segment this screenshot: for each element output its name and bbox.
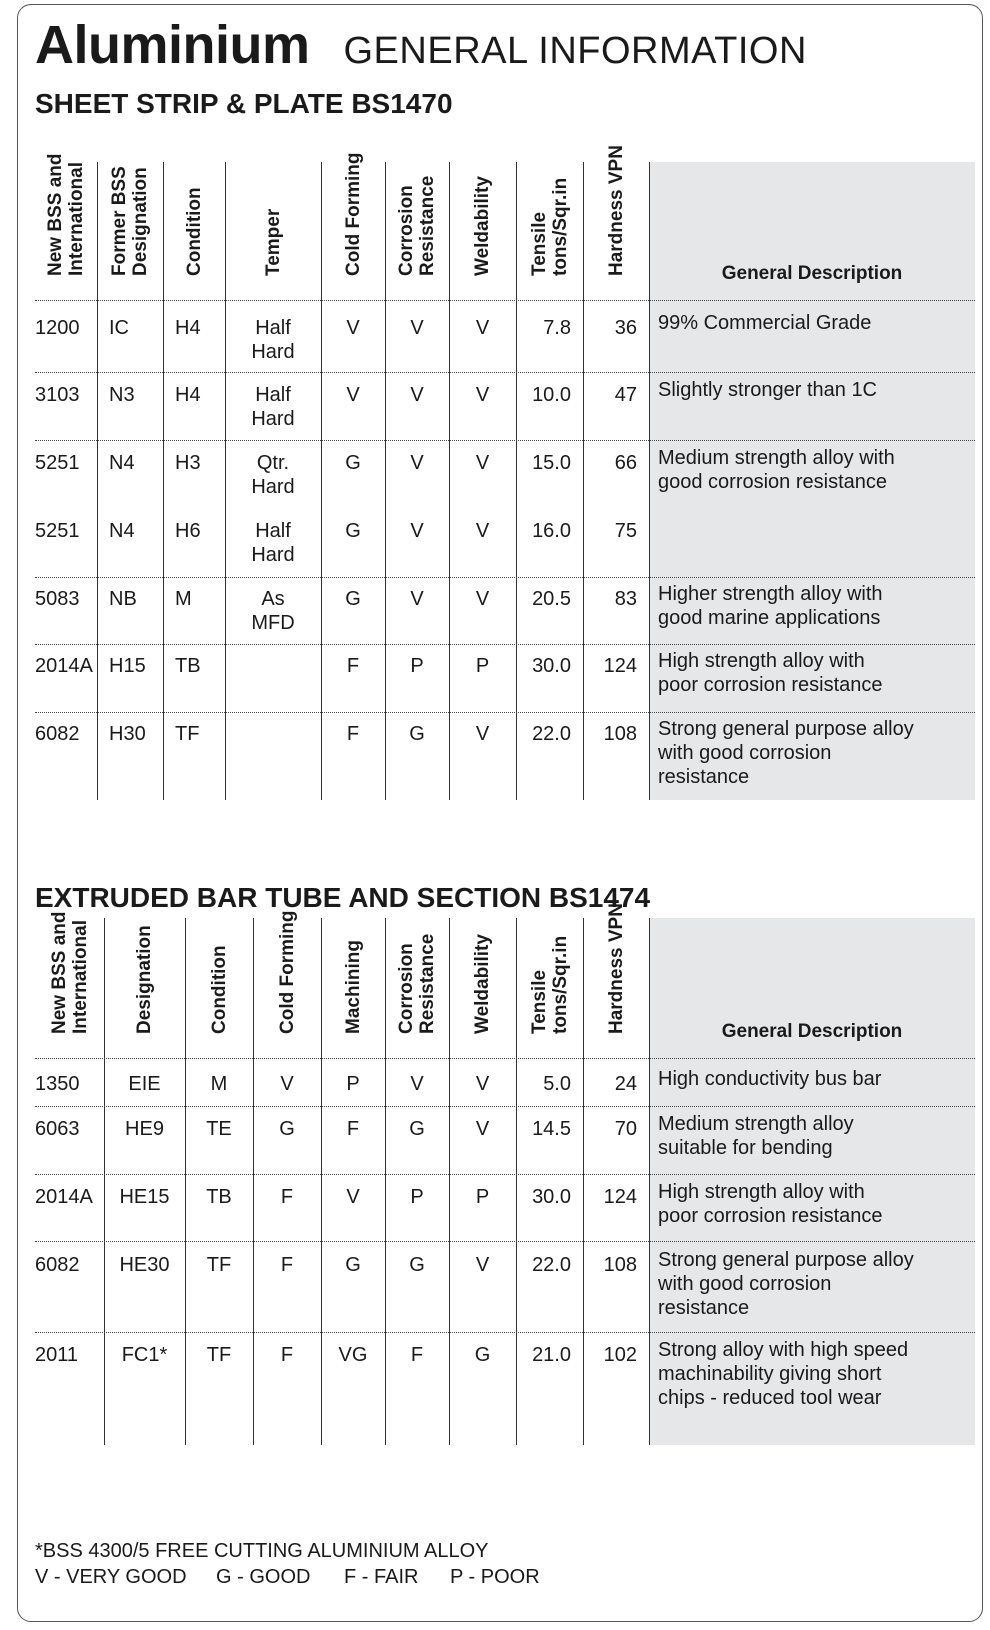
table-cell: 2011	[35, 1344, 79, 1366]
header-designation: Designation	[134, 925, 155, 1034]
table-cell: 22.0	[532, 723, 571, 745]
table-cell: Qtr. Hard	[251, 452, 295, 498]
table-cell: H30	[109, 723, 146, 745]
table-cell: 24	[614, 1073, 637, 1095]
header-general-description: General Description	[721, 1021, 903, 1042]
table-cell: P	[475, 655, 490, 677]
table-cell: 15.0	[532, 452, 571, 474]
header-corrosion-resistance: Corrosion Resistance	[396, 175, 438, 276]
table-cell: 30.0	[532, 1186, 571, 1208]
table-cell: 6082	[35, 723, 80, 745]
table-cell: V	[346, 317, 360, 339]
row-divider	[35, 372, 975, 373]
column-divider	[385, 162, 386, 800]
table-cell: V	[475, 317, 490, 339]
table-cell: 30.0	[532, 655, 571, 677]
header-temper: Temper	[262, 208, 284, 276]
table-cell: V	[410, 520, 424, 542]
table-cell: P	[410, 655, 424, 677]
header-cold-forming: Cold Forming	[276, 910, 298, 1034]
row-divider	[35, 440, 975, 441]
table-cell: 5083	[35, 588, 80, 610]
table-cell: V	[280, 1073, 294, 1095]
table-cell: 5251	[35, 452, 80, 474]
table-cell: V	[475, 1073, 490, 1095]
row-divider	[35, 1241, 975, 1242]
row-description: Strong general purpose alloy with good corrosion resistance	[658, 718, 914, 788]
row-description: Medium strength alloy with good corrosion resistance	[658, 447, 895, 493]
table-cell: F	[346, 655, 360, 677]
legend-item: P - POOR	[450, 1566, 540, 1588]
table-cell: V	[475, 520, 490, 542]
table-cell: P	[346, 1073, 360, 1095]
table-cell: As MFD	[251, 588, 295, 634]
header-new-bss-and-international: New BSS and International	[48, 911, 91, 1034]
table-cell: Half Hard	[251, 520, 295, 566]
table-cell: Half Hard	[251, 317, 295, 363]
row-description: High conductivity bus bar	[658, 1068, 882, 1090]
header-machining: Machining	[342, 940, 364, 1034]
table-cell: M	[210, 1073, 228, 1095]
table-cell: V	[346, 384, 360, 406]
title-main: Aluminium	[35, 15, 310, 75]
table-cell: V	[475, 384, 490, 406]
row-divider	[35, 1174, 975, 1175]
table-cell: H3	[175, 452, 201, 474]
table-cell: HE15	[119, 1186, 170, 1208]
table-cell: V	[410, 317, 424, 339]
row-description: High strength alloy with poor corrosion resistance	[658, 650, 883, 696]
table-cell: G	[409, 1254, 425, 1276]
table-cell: V	[346, 1186, 360, 1208]
header-tensile-tons-sqr-in: Tensile tons/Sqr.in	[528, 935, 571, 1034]
column-divider	[583, 162, 584, 800]
table-cell: NB	[109, 588, 137, 610]
row-divider	[35, 712, 975, 713]
table-cell: TE	[206, 1118, 232, 1140]
row-description: Medium strength alloy suitable for bending	[658, 1113, 854, 1159]
table-cell: 2014A	[35, 655, 93, 677]
table-cell: FC1*	[121, 1344, 168, 1366]
table-cell: 75	[614, 520, 637, 542]
table-cell: 1350	[35, 1073, 80, 1095]
table-cell: V	[475, 588, 490, 610]
row-description: Strong alloy with high speed machinability giving short chips - reduced tool wear	[658, 1339, 909, 1409]
table-cell: 102	[603, 1344, 637, 1366]
table-cell: V	[475, 723, 490, 745]
section2-title: EXTRUDED BAR TUBE AND SECTION BS1474	[35, 882, 651, 913]
table-cell: V	[475, 452, 490, 474]
table-cell: H4	[175, 317, 201, 339]
table-cell: 5.0	[543, 1073, 571, 1095]
table-cell: 66	[614, 452, 637, 474]
header-corrosion-resistance: Corrosion Resistance	[396, 933, 438, 1034]
table-cell: V	[475, 1254, 490, 1276]
table-cell: G	[279, 1118, 295, 1140]
table-cell: HE30	[119, 1254, 170, 1276]
legend-item: F - FAIR	[344, 1566, 419, 1588]
table-cell: P	[475, 1186, 490, 1208]
header-condition: Condition	[208, 945, 230, 1034]
column-divider	[649, 918, 650, 1445]
row-divider	[35, 1332, 975, 1333]
table-cell: F	[346, 723, 360, 745]
table-cell: 22.0	[532, 1254, 571, 1276]
table-cell: IC	[109, 317, 129, 339]
table-cell: TF	[206, 1344, 232, 1366]
table-cell: N4	[109, 520, 135, 542]
row-description: 99% Commercial Grade	[658, 312, 872, 334]
header-general-description: General Description	[721, 263, 903, 284]
table-cell: 83	[614, 588, 637, 610]
column-divider	[163, 162, 164, 800]
table-cell: 14.5	[532, 1118, 571, 1140]
table-cell: G	[345, 1254, 361, 1276]
table-cell: V	[410, 452, 424, 474]
table-cell: 5251	[35, 520, 80, 542]
table-cell: 10.0	[532, 384, 571, 406]
table-cell: TB	[175, 655, 201, 677]
table-cell: M	[175, 588, 192, 610]
row-description: Slightly stronger than 1C	[658, 379, 878, 401]
row-divider	[35, 1106, 975, 1107]
table-cell: TF	[175, 723, 200, 745]
table-cell: G	[409, 1118, 425, 1140]
table-cell: 16.0	[532, 520, 571, 542]
column-divider	[516, 162, 517, 800]
title-sub: GENERAL INFORMATION	[343, 30, 807, 72]
legend-item: V - VERY GOOD	[35, 1566, 187, 1588]
header-new-bss-and-international: New BSS and International	[45, 153, 87, 276]
table-cell: G	[474, 1344, 491, 1366]
table-cell: 108	[603, 723, 637, 745]
table-cell: Half Hard	[251, 384, 295, 430]
table-cell: V	[410, 588, 424, 610]
header-condition: Condition	[183, 187, 205, 276]
table-cell: V	[410, 1073, 424, 1095]
table-cell: EIE	[128, 1073, 161, 1095]
header-former-bss-designation: Former BSS Designation	[109, 166, 151, 276]
table-cell: 21.0	[532, 1344, 571, 1366]
table-cell: 6063	[35, 1118, 80, 1140]
column-divider	[649, 162, 650, 800]
column-divider	[449, 162, 450, 800]
footnote: *BSS 4300/5 FREE CUTTING ALUMINIUM ALLOY	[35, 1540, 489, 1562]
row-description: High strength alloy with poor corrosion resistance	[658, 1181, 883, 1227]
header-weldability: Weldability	[472, 934, 493, 1034]
table-cell: N4	[109, 452, 135, 474]
table-cell: 2014A	[35, 1186, 93, 1208]
table-cell: V	[475, 1118, 490, 1140]
header-hardness-vpn: Hardness VPN	[605, 903, 627, 1034]
table-cell: 124	[603, 655, 637, 677]
table-cell: 47	[614, 384, 637, 406]
table-cell: 3103	[35, 384, 80, 406]
table-cell: F	[410, 1344, 424, 1366]
table-cell: 6082	[35, 1254, 80, 1276]
row-divider	[35, 300, 975, 301]
table-cell: V	[410, 384, 424, 406]
table-cell: 108	[603, 1254, 637, 1276]
header-tensile-tons-sqr-in: Tensile tons/Sqr.in	[528, 177, 571, 276]
table-cell: G	[345, 588, 361, 610]
table-cell: HE9	[125, 1118, 164, 1140]
table-cell: F	[280, 1186, 294, 1208]
table-cell: P	[410, 1186, 424, 1208]
row-description: Higher strength alloy with good marine applications	[658, 583, 883, 629]
row-divider	[35, 577, 975, 578]
table-cell: F	[280, 1254, 294, 1276]
table-cell: G	[345, 452, 361, 474]
table-cell: H6	[175, 520, 201, 542]
table-cell: 70	[614, 1118, 637, 1140]
table-cell: H15	[109, 655, 146, 677]
table-cell: TF	[206, 1254, 232, 1276]
section1-title: SHEET STRIP & PLATE BS1470	[35, 88, 453, 119]
column-divider	[97, 162, 98, 800]
table-cell: VG	[338, 1344, 368, 1366]
row-divider	[35, 644, 975, 645]
column-divider	[321, 162, 322, 800]
table-cell: F	[346, 1118, 360, 1140]
table-cell: 36	[614, 317, 637, 339]
legend-item: G - GOOD	[216, 1566, 311, 1588]
table-cell: F	[280, 1344, 294, 1366]
table-cell: N3	[109, 384, 135, 406]
table-cell: 124	[603, 1186, 637, 1208]
table-cell: G	[409, 723, 425, 745]
table-cell: H4	[175, 384, 201, 406]
table-cell: 20.5	[532, 588, 571, 610]
table-cell: G	[345, 520, 361, 542]
table-cell: 1200	[35, 317, 80, 339]
row-divider	[35, 1058, 975, 1059]
page-title	[35, 14, 807, 76]
header-cold-forming: Cold Forming	[342, 152, 364, 276]
row-description: Strong general purpose alloy with good corrosion resistance	[658, 1249, 914, 1319]
table-cell: 7.8	[543, 317, 571, 339]
header-hardness-vpn: Hardness VPN	[605, 145, 627, 276]
table-cell: TB	[206, 1186, 232, 1208]
header-weldability: Weldability	[472, 176, 493, 276]
